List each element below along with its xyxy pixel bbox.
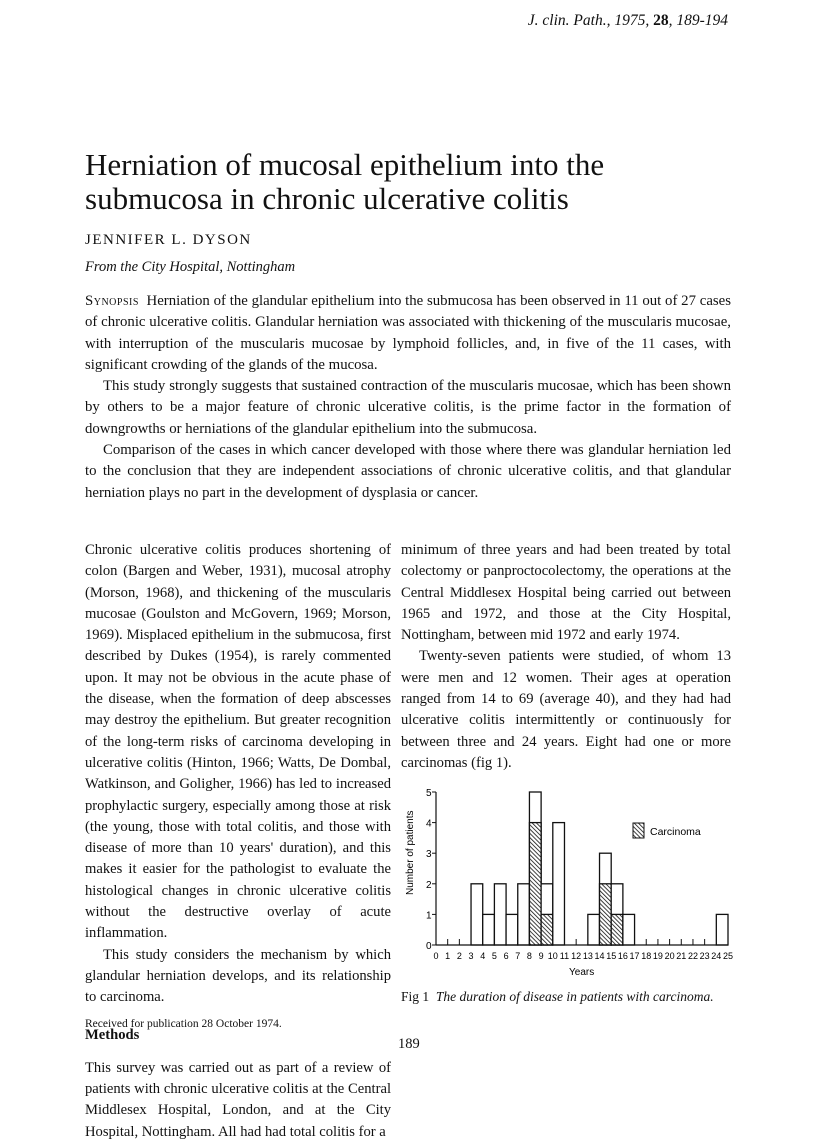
synopsis-p2: This study strongly suggests that sustained contraction of the muscularis mucosae, which has been shown by others to be a major feature of chronic ulcerative colitis, is the prime factor in the formation of downgrowths or herniations of the glandular epithelium into the submucosa.: [85, 378, 731, 437]
methods-heading: Methods: [85, 1026, 140, 1043]
bar-carcinoma: [541, 914, 553, 945]
y-tick-label: 3: [426, 849, 432, 861]
synopsis-p1: Herniation of the glandular epithelium into the submucosa has been observed in 11 out of 27 cases of chronic ulcerative colitis. Glandular herniation was associated with thickening of the muscularis mucosae, with interruption of the muscularis mucosae by lymphoid follicles, and, in five of the 11 cases, with significant crowding of the glands of the mucosa.: [85, 293, 731, 373]
bar-carcinoma: [600, 884, 612, 945]
caption-label: Fig 1: [401, 989, 430, 1004]
body-paragraph: minimum of three years and had been treated by total colectomy or panproctocolectomy, the operations at the Central Middlesex Hospital being carried out between 1965 and 1972, and those at the City Hospital, Nottingham, between mid 1972 and early 1974.: [401, 542, 731, 644]
caption-text: The duration of disease in patients with carcinoma.: [435, 989, 714, 1004]
x-tick-label: 11: [559, 951, 570, 961]
x-tick-label: 15: [606, 951, 617, 961]
y-tick-label: 0: [426, 941, 432, 952]
y-tick-label: 5: [426, 788, 432, 799]
x-tick-label: 9: [538, 951, 544, 961]
y-tick-label: 1: [426, 910, 432, 922]
bar-total: [518, 884, 530, 945]
body-paragraph: This study considers the mechanism by which glandular herniation develops, and its relationship to carcinoma.: [85, 946, 391, 1006]
article-title: Herniation of mucosal epithelium into the submucosa in chronic ulcerative colitis: [85, 147, 605, 216]
bar-total: [623, 914, 635, 945]
x-tick-label: 22: [687, 951, 698, 961]
bar-total: [716, 914, 728, 945]
body-paragraph: Twenty-seven patients were studied, of whom 13 were men and 12 women. Their ages at operation ranged from 14 to 69 (average 40), and they had had ulcerative colitis intermittently or continuously for between three and 24 years. Eight had one or more carcinomas (fig 1).: [401, 648, 731, 771]
left-column: [85, 540, 391, 1143]
right-column: [401, 540, 731, 774]
bar-carcinoma: [611, 914, 623, 945]
x-tick-label: 7: [515, 951, 521, 961]
x-tick-label: 1: [445, 951, 451, 961]
x-tick-label: 18: [641, 951, 652, 961]
synopsis: [85, 291, 731, 504]
bar-total: [494, 884, 506, 945]
x-tick-label: 0: [433, 951, 439, 961]
x-tick-label: 6: [503, 951, 509, 961]
author: JENNIFER L. DYSON: [85, 232, 252, 248]
bar-total: [588, 914, 600, 945]
bar-total: [506, 914, 518, 945]
affiliation: From the City Hospital, Nottingham: [85, 259, 296, 275]
journal-citation: [528, 12, 728, 30]
synopsis-p3: Comparison of the cases in which cancer developed with those where there was glandular herniation led to the conclusion that they are independent associations of chronic ulcerative colitis, and that glandular herniation plays no part in the development of dysplasia or cancer.: [85, 442, 731, 501]
x-tick-label: 21: [676, 951, 687, 961]
journal-volume: 28: [653, 12, 669, 29]
bar-carcinoma: [529, 823, 541, 945]
x-tick-label: 13: [582, 951, 593, 961]
duration-histogram: [400, 755, 740, 980]
x-tick-label: 25: [722, 951, 734, 961]
x-tick-label: 17: [629, 951, 640, 961]
x-tick-label: 20: [664, 951, 675, 961]
bar-total: [483, 914, 495, 945]
page-number: 189: [398, 1036, 420, 1052]
x-tick-label: 10: [547, 951, 558, 961]
x-tick-label: 24: [711, 951, 722, 961]
x-tick-label: 3: [468, 951, 474, 961]
figure-caption: [401, 988, 721, 1005]
x-tick-label: 2: [456, 951, 462, 961]
x-tick-label: 16: [617, 951, 628, 961]
body-paragraph: Chronic ulcerative colitis produces shortening of colon (Bargen and Weber, 1931), mucosal atrophy (Morson, 1968), and thickening of the muscularis mucosae (Goulston and McGovern, 1969; Morson, 1969). Misplaced epithelium in the submucosa, first described by Dukes (1954), is rarely commented upon. It may not be obvious in the acute phase of the disease, when the formation of deep abscesses may destroy the epithelium. But greater recognition of the long-term risks of carcinoma developing in ulcerative colitis (Hinton, 1966; Watts, De Dombal, Watkinson, and Goligher, 1966) has led to increased prophylactic surgery, especially among those at risk (the young, those with total colitis, and those with disease of more than 10 years' duration), and this makes it easier for the pathologist to evaluate the histological changes in chronic ulcerative colitis without the destructive overlay of acute inflammation.: [85, 542, 391, 942]
x-tick-label: 12: [571, 951, 582, 961]
journal-name: J. clin. Path.: [527, 12, 607, 29]
x-tick-label: 14: [594, 951, 605, 961]
x-tick-label: 4: [480, 951, 486, 961]
legend-label: Carcinoma: [650, 826, 701, 838]
synopsis-label: Synopsis: [85, 293, 139, 309]
x-axis-label: Years: [569, 967, 595, 978]
x-tick-label: 5: [491, 951, 497, 961]
bar-total: [553, 823, 565, 945]
y-tick-label: 2: [426, 879, 432, 891]
x-tick-label: 23: [699, 951, 710, 961]
journal-year: , 1975,: [606, 12, 654, 29]
x-tick-label: 8: [526, 951, 532, 961]
y-tick-label: 4: [426, 818, 432, 830]
bar-total: [471, 884, 483, 945]
legend-swatch: [633, 823, 644, 838]
x-tick-label: 19: [652, 951, 663, 961]
journal-pages: , 189-194: [668, 12, 728, 29]
y-axis-label: Number of patients: [405, 810, 416, 895]
received-note: Received for publication 28 October 1974.: [85, 1018, 282, 1030]
body-paragraph: This survey was carried out as part of a review of patients with chronic ulcerative colitis at the Central Middlesex Hospital, London, and at the City Hospital, Nottingham. All had had total colitis for a: [85, 1059, 391, 1140]
